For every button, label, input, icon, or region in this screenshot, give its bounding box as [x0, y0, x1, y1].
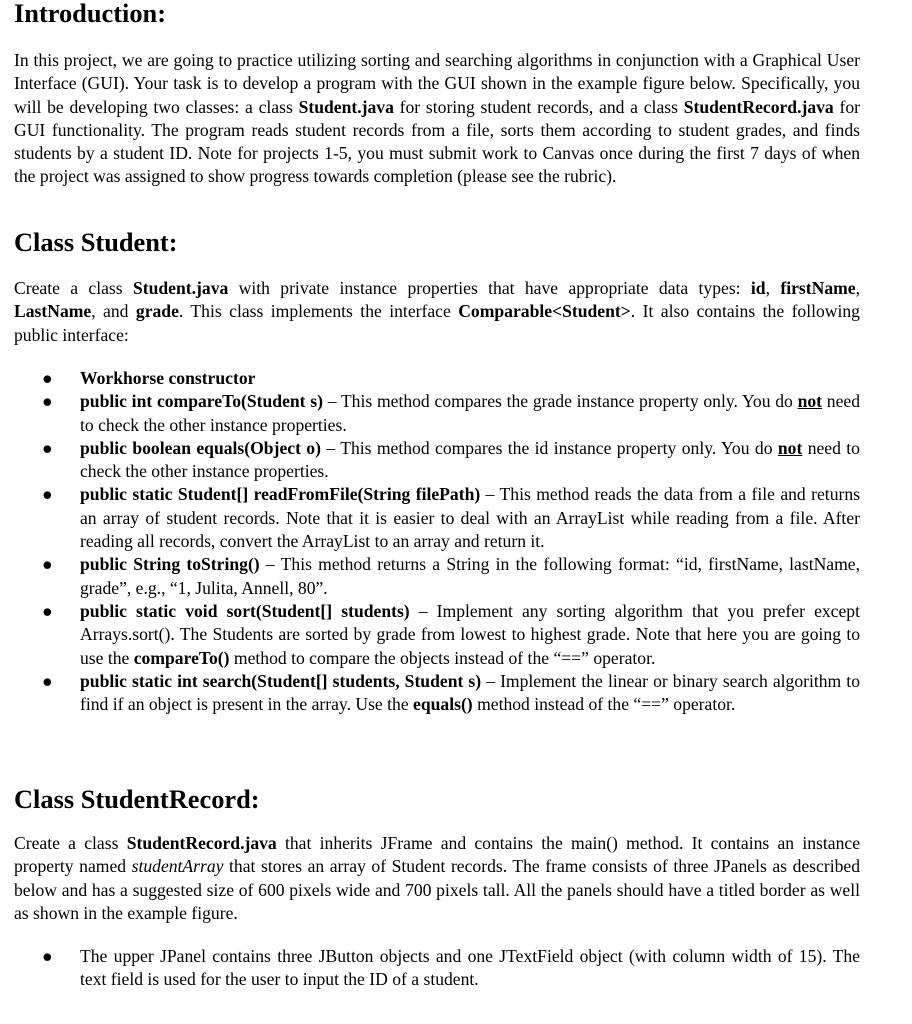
- bullet-icon: ●: [42, 670, 53, 691]
- list-item-search: ● public static int search(Student[] students, Student s) – Implement the linear or binary search algorithm to find if an object is present in the array. Use the equals() method instead of the “==” operator.: [42, 670, 860, 715]
- bullet-icon: ●: [42, 600, 53, 621]
- class-studentrecord-paragraph: Create a class StudentRecord.java that inherits JFrame and contains the main() method. It contains an instance property named studentArray that stores an array of Student records. The frame consists of three JPanels as described below and has a suggested size of 600 pixels wide and 700 pixels tall. All the panels should have a titled border as well as shown in the example figure.: [14, 833, 860, 923]
- class-studentrecord-heading: Class StudentRecord:: [14, 784, 260, 814]
- bullet-icon: ●: [42, 484, 53, 505]
- list-item-compareto: ● public int compareTo(Student s) – This method compares the grade instance property only. You do not need to check the other instance properties.: [42, 391, 860, 435]
- list-item-sort: ● public static void sort(Student[] students) – Implement any sorting algorithm that you prefer except Arrays.sort(). The Students are sorted by grade from lowest to highest grade. Note that here you are going to use the compareTo() method to compare the objects instead of the “==” operator.: [42, 600, 860, 668]
- bullet-icon: ●: [42, 368, 53, 388]
- introduction-heading: Introduction:: [14, 0, 167, 28]
- bullet-icon: ●: [42, 391, 53, 412]
- list-item-readfromfile: ● public static Student[] readFromFile(String filePath) – This method reads the data from a file and returns an array of student records. Note that it is easier to deal with an ArrayList while reading from a file. After reading all records, convert the ArrayList to an array and return it.: [42, 484, 860, 552]
- studentrecord-panel-list: [14, 945, 860, 992]
- class-student-heading: Class Student:: [14, 227, 178, 257]
- list-item-equals: ● public boolean equals(Object o) – This method compares the id instance property only. You do not need to check the other instance properties.: [42, 437, 860, 482]
- bullet-icon: ●: [42, 437, 53, 458]
- list-item-tostring: ● public String toString() – This method returns a String in the following format: “id, firstName, lastName, grade”, e.g., “1, Julita, Annell, 80”.: [42, 554, 860, 598]
- bullet-icon: ●: [42, 554, 53, 575]
- list-item-upper-panel: ● The upper JPanel contains three JButton objects and one JTextField object (with column width of 15). The text field is used for the user to input the ID of a student.: [42, 946, 860, 990]
- class-student-paragraph: Create a class Student.java with private instance properties that have appropriate data types: id, firstName, LastName, and grade. This class implements the interface Comparable<Student>. It also contains the following public interface:: [14, 278, 860, 345]
- bullet-icon: ●: [42, 946, 53, 966]
- list-item-constructor: ● Workhorse constructor: [14, 367, 860, 390]
- introduction-paragraph: In this project, we are going to practice utilizing sorting and searching algorithms in conjunction with a Graphical User Interface (GUI). Your task is to develop a program with the GUI shown in the example figure below. Specifically, you will be developing two classes: a class Student.java for storing student records, and a class StudentRecord.java for GUI functionality. The program reads student records from a file, sorts them according to student grades, and finds students by a student ID. Note for projects 1-5, you must submit work to Canvas once during the first 7 days of when the project was assigned to show progress towards completion (please see the rubric).: [14, 50, 860, 187]
- student-method-list: [14, 367, 860, 716]
